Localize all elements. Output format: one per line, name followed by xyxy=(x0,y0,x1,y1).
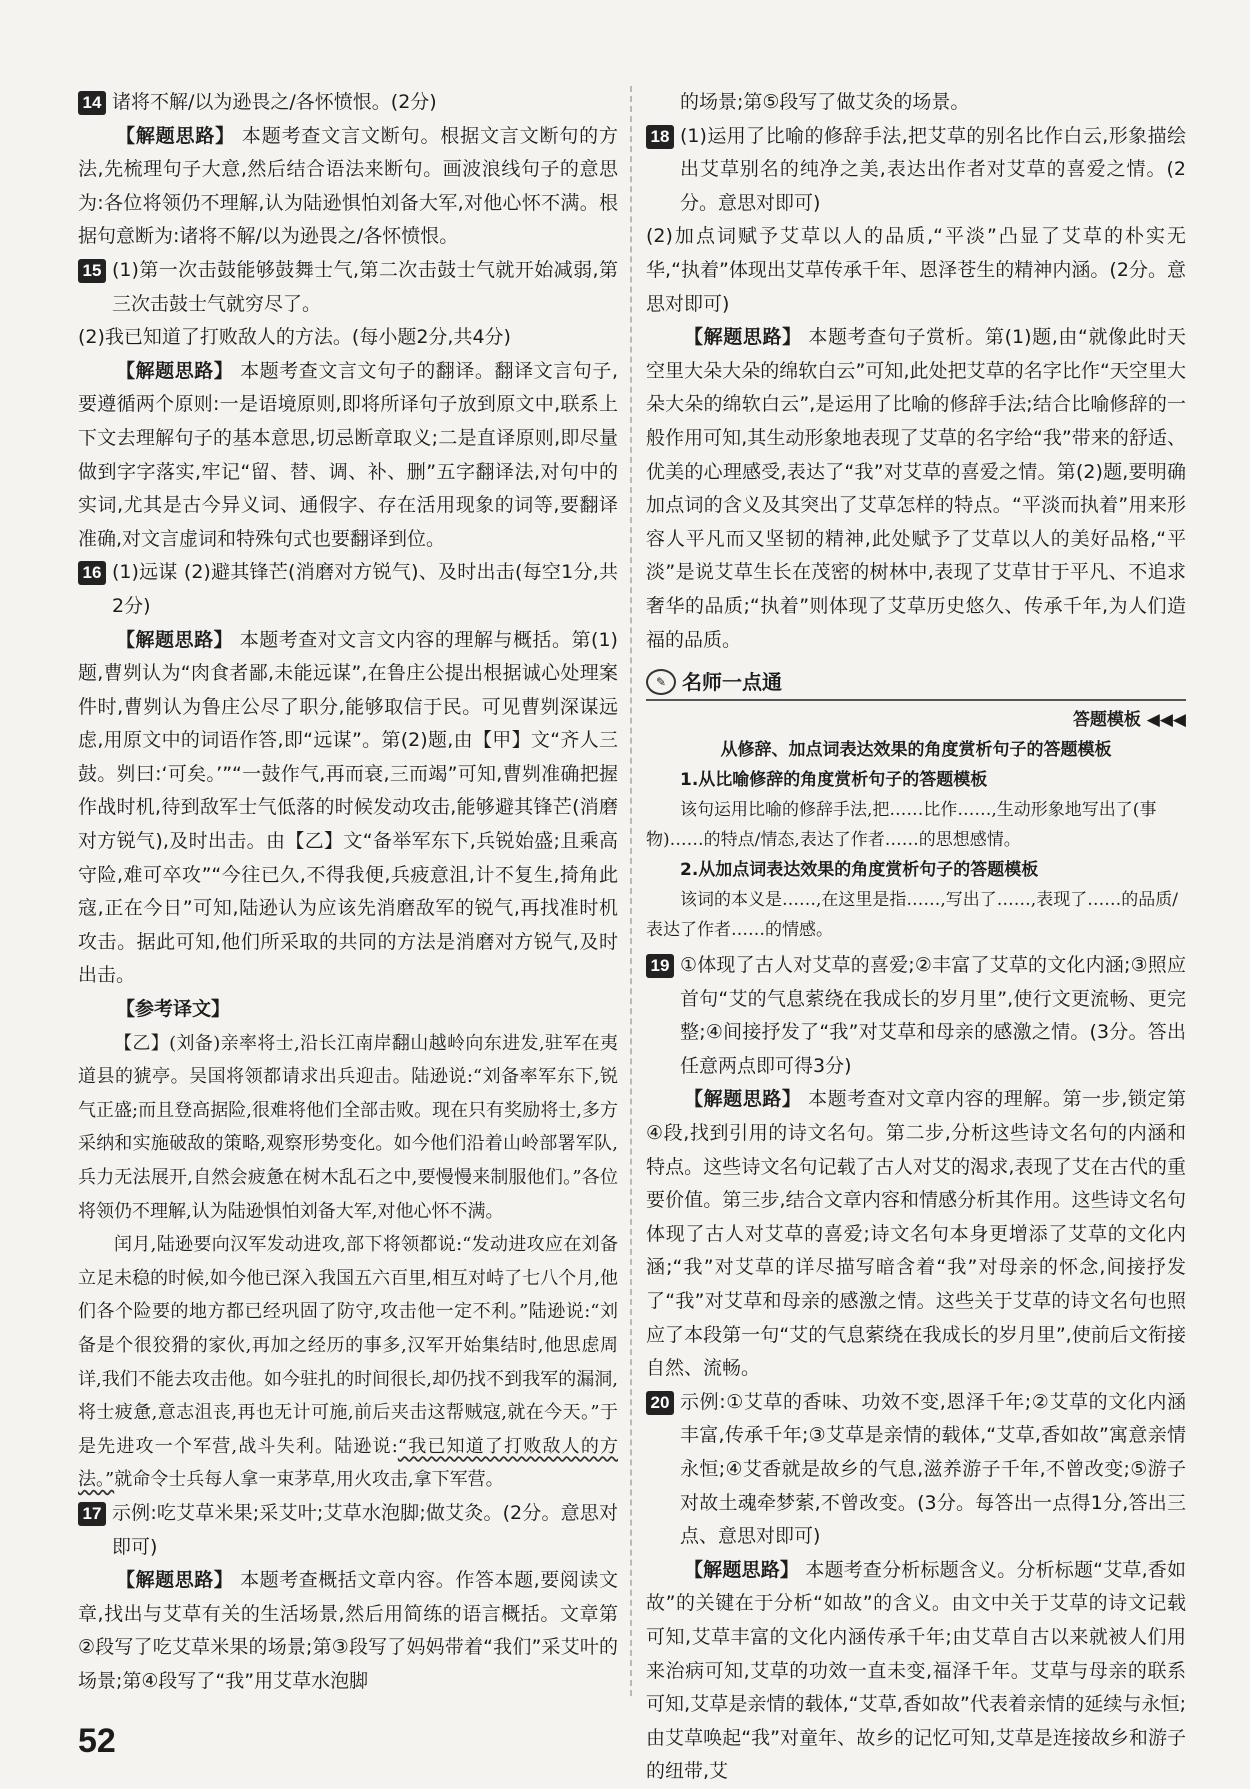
analysis-text: 本题考查概括文章内容。作答本题,要阅读文章,找出与艾草有关的生活场景,然后用简练的语言概括。文章第②段写了吃艾草米果的场景;第③段写了妈妈带着“我们”采艾叶的场景;第④段写了“我”用艾草水泡脚 xyxy=(78,1569,618,1692)
answer-text: 诸将不解/以为逊畏之/各怀愤恨。(2分) xyxy=(112,91,437,113)
answer-text: 示例:吃艾草米果;采艾叶;艾草水泡脚;做艾灸。(2分。意思对即可) xyxy=(112,1501,618,1558)
analysis-paragraph xyxy=(78,355,618,557)
analysis-text: 本题考查对文章内容的理解。第一步,锁定第④段,找到引用的诗文名句。第二步,分析这些诗文名句的内涵和特点。这些诗文名句记载了古人对艾的渴求,表现了艾在古代的重要价值。第三步,结合文章内容和情感分析其作用。这些诗文名句体现了古人对艾草的喜爱;诗文名句本身更增添了艾草的文化内涵;“我”对艾草的详尽描写暗含着“我”对母亲的怀念,间接抒发了“我”对艾草和母亲的感激之情。这些关于艾草的诗文名句也照应了本段第一句“艾的气息萦绕在我成长的岁月里”,使前后文衔接自然、流畅。 xyxy=(646,1088,1186,1380)
analysis-text: 本题考查文言文句子的翻译。翻译文言句子,要遵循两个原则:一是语境原则,即将所译句子放到原文中,联系上下文去理解句子的基本意思,切忌断章取义;二是直译原则,即尽量做到字字落实,牢记“留、替、调、补、删”五字翻译法,对句中的实词,尤其是古今异义词、通假字、存在活用现象的词等,要翻译准确,对文言虚词和特殊句式也要翻译到位。 xyxy=(78,359,618,550)
template-subheading-2: 2.从加点词表达效果的角度赏析句子的答题模板 xyxy=(680,860,1039,881)
left-column xyxy=(78,86,618,1699)
analysis-tag: 【解题思路】 xyxy=(684,326,802,349)
question-15 xyxy=(78,254,618,321)
question-20 xyxy=(646,1386,1186,1554)
translation-paragraph-1: 【乙】(刘备)亲率将士,沿长江南岸翻山越岭向东进发,驻军在夷道县的猇亭。吴国将领都请求出兵迎击。陆逊说:“刘备率军东下,锐气正盛;而且登高据险,很难将他们全部击败。现在只有奖励将士,多方采纳和实施破敌的策略,观察形势变化。如今他们沿着山岭部署军队,兵力无法展开,自然会疲惫在树木乱石之中,要慢慢来制服他们。”各位将领仍不理解,认为陆逊惧怕刘备大军,对他心怀不满。 xyxy=(78,1032,618,1222)
answer-text: ①体现了古人对艾草的喜爱;②丰富了艾草的文化内涵;③照应首句“艾的气息萦绕在我成长的岁月里”,使行文更流畅、更完整;④间接抒发了“我”对艾草和母亲的感激之情。(3分。答出任意两点即可得3分) xyxy=(680,954,1186,1077)
template-text-2: 该词的本义是……,在这里是指……,写出了……,表现了……的品质/表达了作者……的情感。 xyxy=(646,890,1178,941)
answer-text: (2)加点词赋予艾草以人的品质,“平淡”凸显了艾草的朴实无华,“执着”体现出艾草传承千年、恩泽苍生的精神内涵。(2分。意思对即可) xyxy=(646,225,1186,315)
column-divider xyxy=(630,86,632,1696)
analysis-paragraph xyxy=(646,321,1186,657)
question-number-badge: 20 xyxy=(646,1391,674,1415)
analysis-tag: 【解题思路】 xyxy=(116,1569,234,1592)
question-16 xyxy=(78,556,618,623)
question-18 xyxy=(646,120,1186,221)
translation-heading xyxy=(78,993,618,1027)
translation-paragraph-2 xyxy=(78,1228,618,1497)
analysis-paragraph xyxy=(646,1083,1186,1385)
analysis-tag: 【解题思路】 xyxy=(116,124,236,147)
analysis-paragraph xyxy=(646,1554,1186,1789)
template-text-1: 该句运用比喻的修辞手法,把……比作……,生动形象地写出了(事物)……的特点/情态,表达了作者……的思想感情。 xyxy=(646,800,1157,851)
translation-text: 闰月,陆逊要向汉军发动进攻,部下将领都说:“发动进攻应在刘备立足未稳的时候,如今他已深入我国五六百里,相互对峙了七八个月,他们各个险要的地方都已经巩固了防守,攻击他一定不利。”陆逊说:“刘备是个很狡猾的家伙,再加之经历的事多,汉军开始集结时,他思虑周详,我们不能去攻击他。如今驻扎的时间很长,却仍找不到我军的漏洞,将士疲惫,意志沮丧,再也无计可施,前后夹击这帮贼寇,就在今天。”于是先进攻一个军营,战斗失利。陆逊说: xyxy=(78,1234,618,1457)
answer-text: (1)远谋 (2)避其锋芒(消磨对方锐气)、及时出击(每空1分,共2分) xyxy=(112,561,618,617)
analysis-text: 本题考查对文言文内容的理解与概括。第(1)题,曹刿认为“肉食者鄙,未能远谋”,在鲁庄公提出根据诚心处理案件时,曹刿认为鲁庄公尽了职分,能够取信于民。可见曹刿深谋远虑,用原文中的词语作答,即“远谋”。第(2)题,由【甲】文“齐人三鼓。刿曰:‘可矣。’”“一鼓作气,再而衰,三而竭”可知,曹刿准确把握作战时机,待到敌军士气低落的时候发动攻击,能够避其锋芒(消磨对方锐气),及时出击。由【乙】文“备举军东下,兵锐始盛;且乘高守险,难可卒攻”“今往已久,不得我便,兵疲意沮,计不复生,掎角此寇,正在今日”可知,陆逊认为应该先消磨敌军的锐气,再找准时机攻击。据此可知,他们所采取的共同的方法是消磨对方锐气,及时出击。 xyxy=(78,628,618,987)
analysis-tag: 【解题思路】 xyxy=(116,359,234,382)
question-19 xyxy=(646,949,1186,1083)
question-number-badge: 16 xyxy=(78,561,106,585)
template-tag: 答题模板 ◀◀◀ xyxy=(1072,710,1186,731)
question-17 xyxy=(78,1497,618,1564)
question-number-badge: 14 xyxy=(78,91,106,115)
answer-text: (1)第一次击鼓能够鼓舞士气,第二次击鼓士气就开始减弱,第三次击鼓士气就穷尽了。 xyxy=(112,258,618,315)
wavy-underlined-sentence: “我已知道了打败敌人的方法。” xyxy=(78,1435,618,1491)
analysis-paragraph xyxy=(78,120,618,254)
question-number-badge: 17 xyxy=(78,1502,106,1526)
analysis-text: 本题考查句子赏析。第(1)题,由“就像此时天空里大朵大朵的绵软白云”可知,此处把艾草的名字比作“天空里大朵大朵的绵软白云”,是运用了比喻的修辞手法;结合比喻修辞的一般作用可知,其生动形象地表现了艾草的名字给“我”带来的舒适、优美的心理感受,表达了“我”对艾草的喜爱之情。第(2)题,要明确加点词的含义及其突出了艾草怎样的特点。“平淡而执着”用来形容人平凡而又坚韧的精神,此处赋予了艾草以人的美好品格,“平淡”是说艾草生长在茂密的树林中,表现了艾草甘于平凡、不追求奢华的品质;“执着”则体现了艾草历史悠久、传承千年,为人们造福的品质。 xyxy=(646,326,1186,651)
analysis-text: 本题考查分析标题含义。分析标题“艾草,香如故”的关键在于分析“如故”的含义。由文中关于艾草的诗文记载可知,艾草丰富的文化内涵传承千年;由艾草自古以来就被人们用来治病可知,艾草的功效一直未变,福泽千年。艾草与母亲的联系可知,艾草是亲情的载体,“艾草,香如故”代表着亲情的延续与永恒;由艾草唤起“我”对童年、故乡的记忆可知,艾草是连接故乡和游子的纽带,艾 xyxy=(646,1558,1186,1783)
analysis-tag: 【解题思路】 xyxy=(116,628,234,651)
question-number-badge: 18 xyxy=(646,125,674,149)
continued-text: 的场景;第⑤段写了做艾灸的场景。 xyxy=(680,91,970,113)
right-column xyxy=(646,86,1186,1789)
analysis-paragraph xyxy=(78,624,618,994)
answer-text: 示例:①艾草的香味、功效不变,恩泽千年;②艾草的文化内涵丰富,传承千年;③艾草是亲情的载体,“艾草,香如故”寓意亲情永恒;④艾香就是故乡的气息,滋养游子千年,不曾改变;⑤游子对故土魂牵梦萦,不曾改变。(3分。每答出一点得1分,答出三点、意思对即可) xyxy=(680,1390,1186,1548)
question-number-badge: 19 xyxy=(646,954,674,978)
analysis-paragraph xyxy=(78,1564,618,1698)
analysis-tag: 【解题思路】 xyxy=(684,1558,800,1581)
page-number: 52 xyxy=(78,1722,116,1760)
question-number-badge: 15 xyxy=(78,259,106,283)
teacher-tip-icon: ✎ xyxy=(646,669,676,695)
teacher-tip-box xyxy=(646,667,1186,945)
analysis-tag: 【解题思路】 xyxy=(684,1088,802,1111)
answer-text: (1)运用了比喻的修辞手法,把艾草的别名比作白云,形象描绘出艾草别名的纯净之美,表达出作者对艾草的喜爱之情。(2分。意思对即可) xyxy=(680,124,1186,214)
translation-text: 就命令士兵每人拿一束茅草,用火攻击,拿下军营。 xyxy=(114,1469,504,1491)
question-14 xyxy=(78,86,618,120)
tip-title: 名师一点通 xyxy=(682,670,782,695)
answer-text: (2)我已知道了打败敌人的方法。(每小题2分,共4分) xyxy=(78,326,511,349)
analysis-text: 本题考查文言文断句。根据文言文断句的方法,先梳理句子大意,然后结合语法来断句。画波浪线句子的意思为:各位将领仍不理解,认为陆逊惧怕刘备大军,对他心怀不满。根据句意断为:诸将不解/以为逊畏之/各怀愤恨。 xyxy=(78,124,618,248)
template-heading: 从修辞、加点词表达效果的角度赏析句子的答题模板 xyxy=(720,740,1112,761)
template-subheading-1: 1.从比喻修辞的角度赏析句子的答题模板 xyxy=(680,770,988,791)
tip-header xyxy=(646,667,1186,701)
translation-tag: 【参考译文】 xyxy=(116,998,231,1021)
